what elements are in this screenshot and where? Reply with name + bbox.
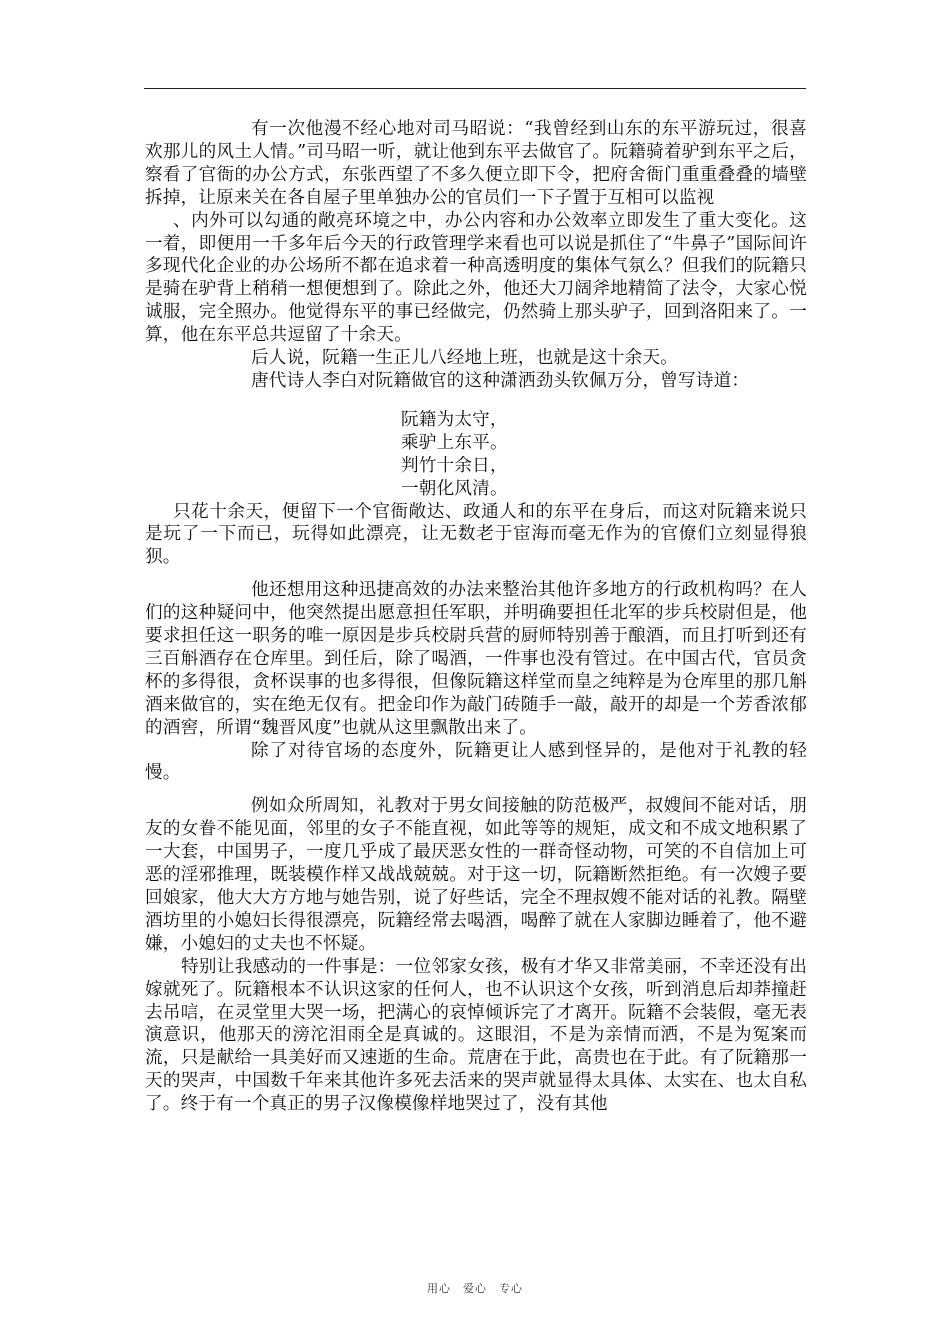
paragraph: 他还想用这种迅捷高效的办法来整治其他许多地方的行政机构吗？在人们的这种疑问中，他突然提出愿意担任军职，并明确要担任北军的步兵校尉但是，他要求担任这一职务的唯一原因是步兵校尉兵营的厨师特别善于酿酒，而且打听到还有三百斛酒存在仓库里。到任后，除了喝酒，一件事也没有管过。在中国古代，官员贪杯的多得很，贪杯误事的也多得很，但像阮籍这样堂而皇之纯粹是为仓库里的那几斛酒来做官的，实在绝无仅有。把金印作为敲门砖随手一敲，敲开的却是一个芳香浓郁的酒窖，所谓“魏晋风度”也就从这里飘散出来了。 <box>145 580 807 738</box>
paragraph: 后人说，阮籍一生正儿八经地上班，也就是这十余天。 <box>251 348 679 369</box>
body-text <box>145 118 807 1116</box>
poem <box>145 409 807 501</box>
paragraph: 只花十余天，便留下一个官衙敞达、政通人和的东平在身后，而这对阮籍来说只是玩了一下而已，玩得如此漂亮，让无数老于宦海而毫无作为的官僚们立刻显得狼狈。 <box>145 501 807 568</box>
paragraph: 例如众所周知，礼教对于男女间接触的防范极严，叔嫂间不能对话，朋友的女眷不能见面，邻里的女子不能直视，如此等等的规矩，成文和不成文地积累了一大套，中国男子，一度几乎成了最厌恶女性的一群奇怪动物，可笑的不自信加上可恶的淫邪推理，既装模作样又战战兢兢。对于这一切，阮籍断然拒绝。有一次嫂子要回娘家，他大大方方地与她告别，说了好些话，完全不理叔嫂不能对话的礼教。隔壁酒坊里的小媳妇长得很漂亮，阮籍经常去喝酒，喝醉了就在人家脚边睡着了，他不避嫌，小媳妇的丈夫也不怀疑。 <box>145 796 807 954</box>
poem-line: 一朝化风清。 <box>401 478 508 499</box>
paragraph: 特别让我感动的一件事是：一位邻家女孩，极有才华又非常美丽，不幸还没有出嫁就死了。阮籍根本不认识这家的任何人，也不认识这个女孩，听到消息后却莽撞赶去吊唁，在灵堂里大哭一场，把满心的哀悼倾诉完了才离开。阮籍不会装假，毫无表演意识，他那天的滂沱泪雨全是真诚的。这眼泪，不是为亲情而洒，不是为冤案而流，只是献给一具美好而又速逝的生命。荒唐在于此，高贵也在于此。有了阮籍那一天的哭声，中国数千年来其他许多死去活来的哭声就显得太具体、太实在、也太自私了。终于有一个真正的男子汉像模像样地哭过了，没有其他 <box>145 956 807 1115</box>
poem-line: 判竹十余日， <box>401 455 508 476</box>
header-rule <box>144 88 806 89</box>
paragraph: 除了对待官场的态度外，阮籍更让人感到怪异的，是他对于礼教的轻慢。 <box>145 740 807 784</box>
paragraph: 唐代诗人李白对阮籍做官的这种潇洒劲头钦佩万分，曾写诗道： <box>251 370 750 391</box>
poem-line: 阮籍为太守， <box>401 409 508 430</box>
paragraph: 、内外可以勾通的敞亮环境之中，办公内容和办公效率立即发生了重大变化。这一着，即便用一千多年后今天的行政管理学来看也可以说是抓住了“牛鼻子”国际间许多现代化企业的办公场所不都在追求着一种高透明度的集体气氛么？但我们的阮籍只是骑在驴背上稍稍一想便想到了。除此之外，他还大刀阔斧地精简了法令，大家心悦诚服，完全照办。他觉得东平的事已经做完，仍然骑上那头驴子，回到洛阳来了。一算，他在东平总共逗留了十余天。 <box>145 210 807 346</box>
paragraph: 有一次他漫不经心地对司马昭说：“我曾经到山东的东平游玩过，很喜欢那儿的风土人情。”司马昭一听，就让他到东平去做官了。阮籍骑着驴到东平之后，察看了官衙的办公方式，东张西望了不多久便立即下令，把府舍衙门重重叠叠的墙壁拆掉，让原来关在各自屋子里单独办公的官员们一下子置于互相可以监视 <box>145 119 807 208</box>
poem-line: 乘驴上东平。 <box>401 432 508 453</box>
page-footer: 用心 爱心 专心 <box>427 1282 523 1295</box>
